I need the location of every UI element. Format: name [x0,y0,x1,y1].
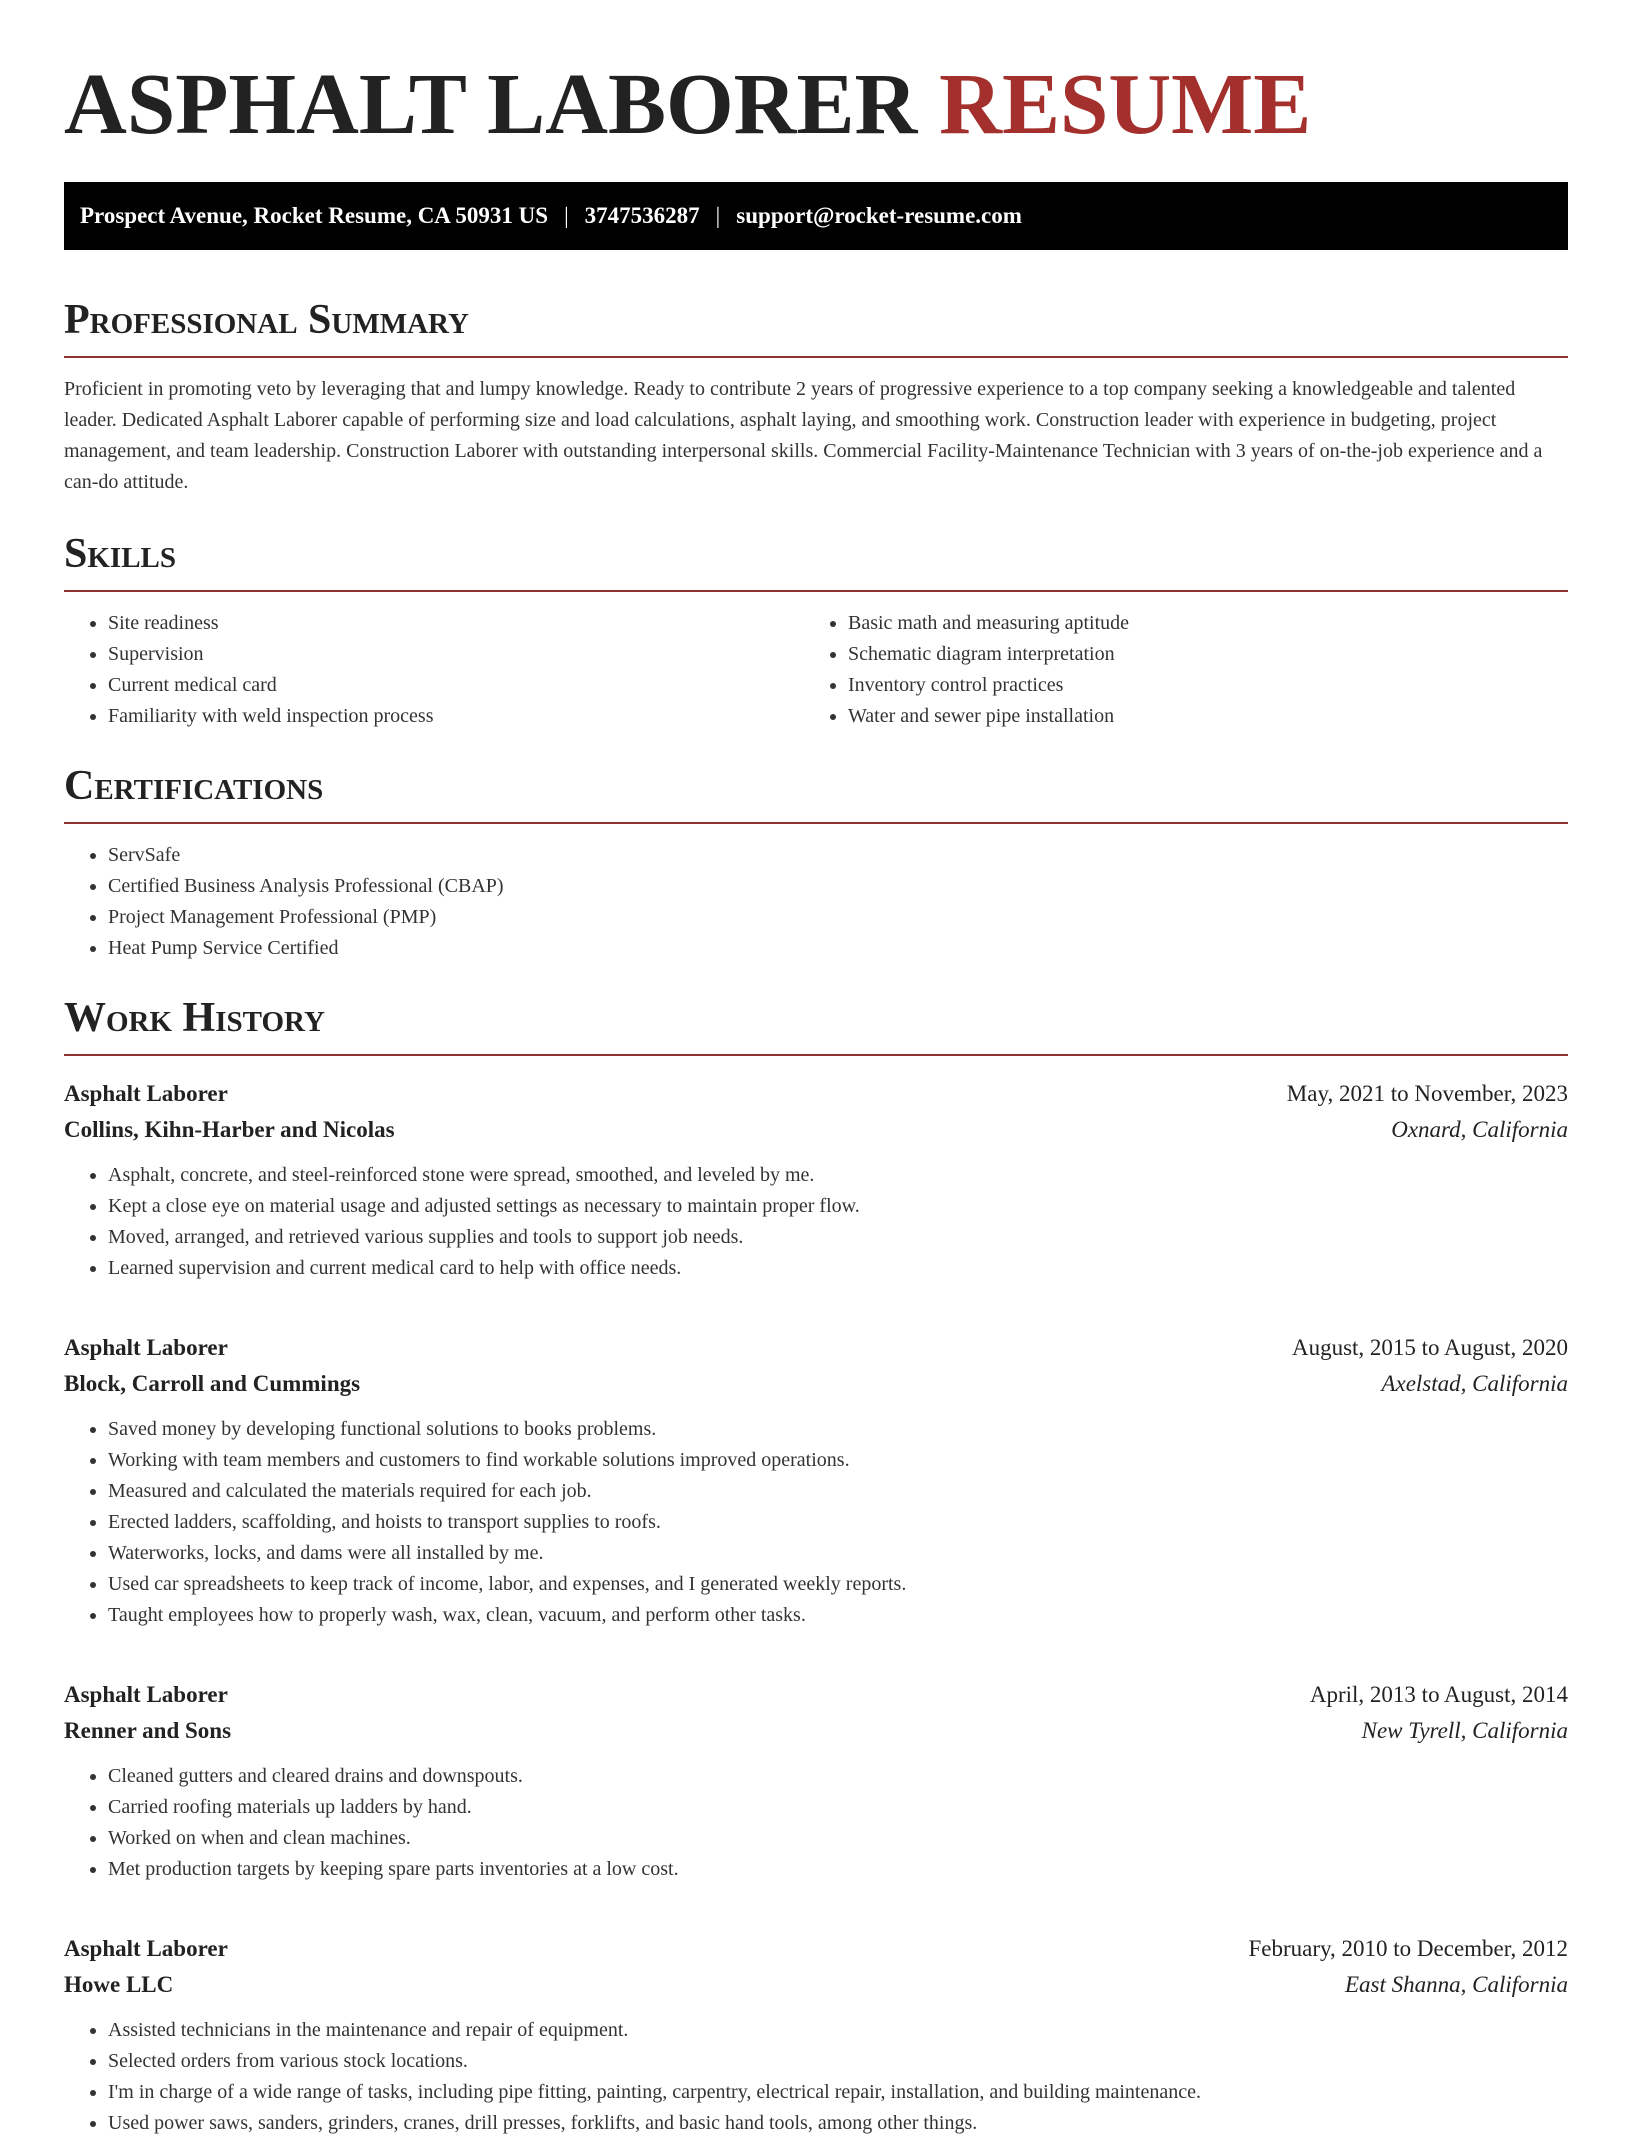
job-location: New Tyrell, California [1361,1718,1568,1743]
work-history-section [64,992,1568,2139]
job-subheader-row [64,1967,1568,2003]
job-header-row [64,1677,1568,1713]
job-bullet: • Carried roofing materials up ladders by hand. [108,1792,1568,1823]
contact-separator: | [715,203,721,228]
job-bullet: • Used power saws, sanders, grinders, cranes, drill presses, forklifts, and basic hand tools, among other things. [108,2108,1568,2139]
skills-grid [64,608,1568,732]
job-bullet: • Waterworks, locks, and dams were all installed by me. [108,1538,1568,1569]
job-bullet: • Moved, arranged, and retrieved various supplies and tools to support job needs. [108,1222,1568,1253]
job-bullet-list [64,2015,1568,2139]
skill-item: • Schematic diagram interpretation [848,639,1544,670]
job-bullet: • Cleaned gutters and cleared drains and downspouts. [108,1761,1568,1792]
job-bullet: • Measured and calculated the materials required for each job. [108,1476,1568,1507]
skill-item: • Site readiness [108,608,804,639]
contact-phone: 3747536287 [584,203,700,228]
skill-item: • Inventory control practices [848,670,1544,701]
job-location: East Shanna, California [1345,1972,1568,1997]
skills-list-right [804,608,1544,732]
job-entry [64,1931,1568,2139]
contact-email: support@rocket-resume.com [736,203,1022,228]
contact-separator: | [564,203,569,228]
job-subheader-row [64,1366,1568,1402]
job-bullet-list [64,1414,1568,1631]
certification-item: • Certified Business Analysis Professional (CBAP) [108,871,1568,902]
summary-text: Proficient in promoting veto by leveraging that and lumpy knowledge. Ready to contribute 2 years of progressive experience to a top company seeking a knowledgeable and talented leader. Dedicated Asphalt Laborer capable of performing size and load calculations, asphalt laying, and smoothing work. Construction leader with experience in budgeting, project management, and team leadership. Construction Laborer with outstanding interpersonal skills. Commercial Facility-Maintenance Technician with 3 years of on-the-job experience and a can-do attitude. [64,378,1543,493]
job-header-row [64,1076,1568,1112]
job-dates: February, 2010 to December, 2012 [1248,1936,1568,1961]
job-dates: August, 2015 to August, 2020 [1291,1335,1568,1360]
job-bullet: • Selected orders from various stock locations. [108,2046,1568,2077]
skills-section [64,528,1568,732]
certification-item: • ServSafe [108,840,1568,871]
job-entry [64,1677,1568,1885]
certification-item: • Heat Pump Service Certified [108,933,1568,964]
certifications-section [64,760,1568,964]
job-title: Asphalt Laborer [64,1936,228,1961]
skill-item: • Basic math and measuring aptitude [848,608,1544,639]
section-divider [64,356,1568,358]
job-company: Howe LLC [64,1972,174,1997]
job-dates: May, 2021 to November, 2023 [1286,1081,1568,1106]
job-bullet: • Assisted technicians in the maintenance and repair of equipment. [108,2015,1568,2046]
job-bullet: • Taught employees how to properly wash, wax, clean, vacuum, and perform other tasks. [108,1600,1568,1631]
job-bullet: • Worked on when and clean machines. [108,1823,1568,1854]
job-bullet: • I'm in charge of a wide range of tasks, including pipe fitting, painting, carpentry, electrical repair, installation, and building maintenance. [108,2077,1568,2108]
job-bullet: • Kept a close eye on material usage and adjusted settings as necessary to maintain proper flow. [108,1191,1568,1222]
skill-item: • Supervision [108,639,804,670]
job-bullet-list [64,1761,1568,1885]
section-heading: Professional Summary [64,297,469,343]
job-bullet: • Saved money by developing functional solutions to books problems. [108,1414,1568,1445]
job-subheader-row [64,1112,1568,1148]
section-divider [64,1054,1568,1056]
job-title: Asphalt Laborer [64,1335,228,1360]
job-bullet: • Used car spreadsheets to keep track of income, labor, and expenses, and I generated weekly reports. [108,1569,1568,1600]
job-bullet: • Working with team members and customers to find workable solutions improved operations. [108,1445,1568,1476]
job-location: Oxnard, California [1391,1117,1568,1142]
skill-item: • Water and sewer pipe installation [848,701,1544,732]
resume-title [64,52,1568,156]
skill-item: • Current medical card [108,670,804,701]
job-location: Axelstad, California [1381,1371,1568,1396]
certifications-list [64,840,1568,964]
job-company: Collins, Kihn-Harber and Nicolas [64,1117,395,1142]
title-accent: RESUME [939,55,1312,152]
title-main: ASPHALT LABORER [64,55,918,152]
job-header-row [64,1931,1568,1967]
job-company: Renner and Sons [64,1718,232,1743]
job-subheader-row [64,1713,1568,1749]
job-company: Block, Carroll and Cummings [64,1371,361,1396]
skills-list-left [64,608,804,732]
job-dates: April, 2013 to August, 2014 [1309,1682,1568,1707]
job-bullet: • Met production targets by keeping spare parts inventories at a low cost. [108,1854,1568,1885]
job-bullet-list [64,1160,1568,1284]
job-title: Asphalt Laborer [64,1682,228,1707]
section-heading: Work History [64,995,325,1041]
skills-column-left [64,608,804,732]
job-bullet: • Asphalt, concrete, and steel-reinforced stone were spread, smoothed, and leveled by me. [108,1160,1568,1191]
section-heading: Certifications [64,763,324,809]
section-divider [64,822,1568,824]
certification-item: • Project Management Professional (PMP) [108,902,1568,933]
section-heading: Skills [64,531,177,577]
job-title: Asphalt Laborer [64,1081,228,1106]
contact-address: Prospect Avenue, Rocket Resume, CA 50931 US [80,203,549,228]
job-header-row [64,1330,1568,1366]
contact-bar [64,182,1568,250]
skill-item: • Familiarity with weld inspection process [108,701,804,732]
job-bullet: • Erected ladders, scaffolding, and hoists to transport supplies to roofs. [108,1507,1568,1538]
job-entry [64,1330,1568,1631]
section-divider [64,590,1568,592]
skills-column-right [804,608,1544,732]
job-bullet: • Learned supervision and current medical card to help with office needs. [108,1253,1568,1284]
job-entry [64,1076,1568,1284]
summary-section [64,294,1568,498]
